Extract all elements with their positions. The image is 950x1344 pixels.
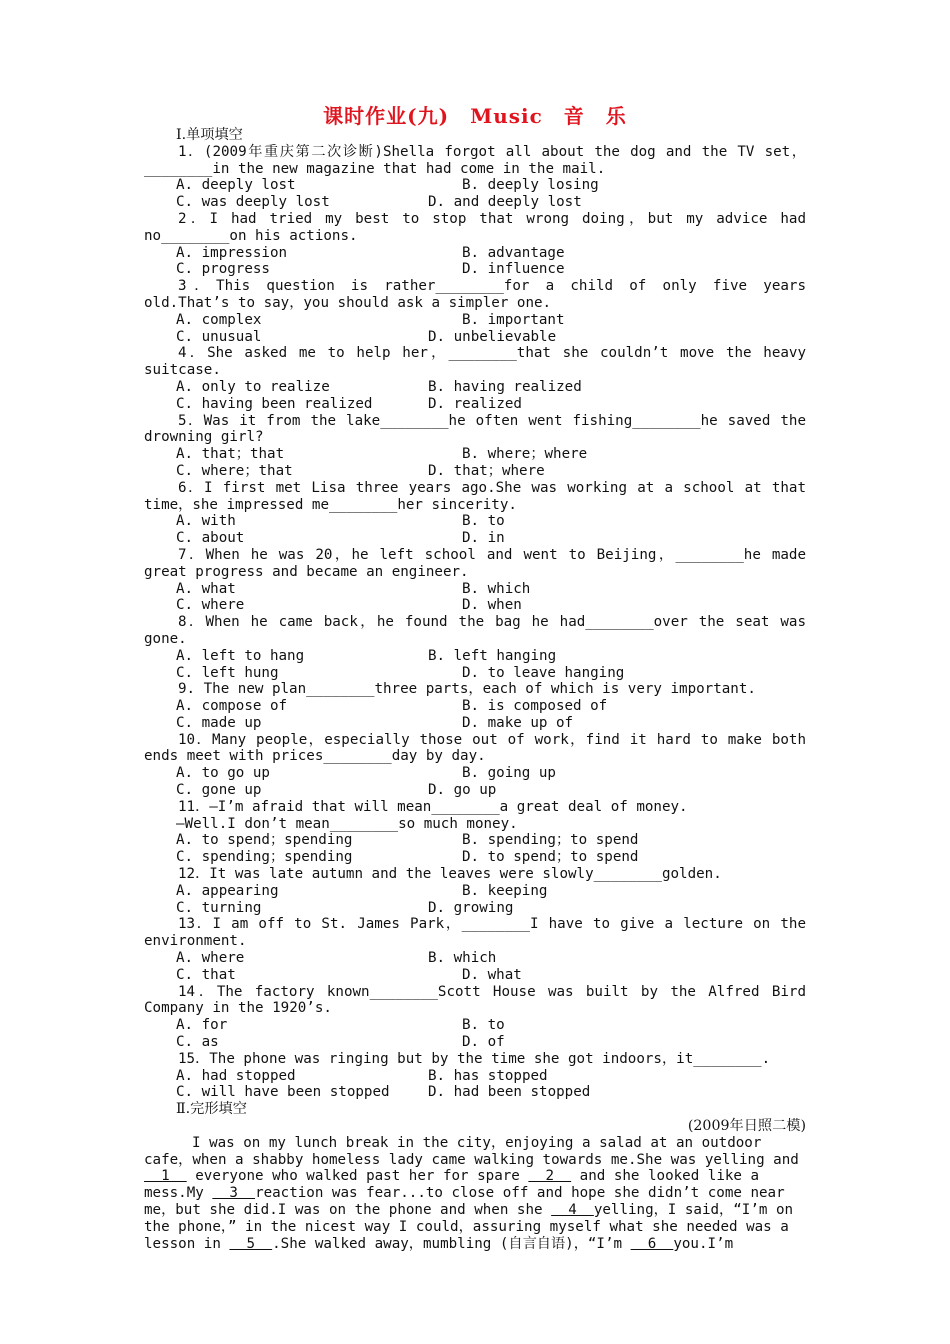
option-row: [144, 1084, 806, 1101]
answer-option[interactable]: B. which: [428, 950, 497, 967]
option-row: [144, 530, 806, 547]
option-row: [144, 715, 806, 732]
passage-text: .She walked away，mumbling (自言自语)，“I’m: [272, 1235, 631, 1252]
answer-option[interactable]: C. left hung: [176, 664, 279, 681]
answer-option[interactable]: B. advantage: [462, 244, 565, 261]
answer-option[interactable]: C. where: [176, 597, 245, 614]
passage-text: the phone，” in the nicest way I could，assuring myself what she needed was a: [144, 1218, 789, 1235]
answer-option[interactable]: A. where: [176, 950, 245, 967]
cloze-line: [144, 1219, 806, 1236]
question-stem: 10．Many people，especially those out of work，find it hard to make both ends meet with prices________day by day.: [144, 731, 806, 765]
answer-option[interactable]: A. with: [176, 513, 236, 530]
cloze-blank[interactable]: 1: [144, 1168, 187, 1185]
page-title: 课时作业(九) Music 音 乐: [323, 104, 627, 128]
answer-option[interactable]: D. of: [462, 1034, 505, 1051]
answer-option[interactable]: B. has stopped: [428, 1067, 548, 1084]
cloze-line: [144, 1135, 806, 1152]
answer-option[interactable]: B. left hanging: [428, 647, 557, 664]
question-stem: 6．I first met Lisa three years ago.She was working at a school at that time，she impressed me________her sincerity.: [144, 479, 806, 513]
option-row: [144, 950, 806, 967]
option-row: [144, 698, 806, 715]
question-item: [144, 799, 806, 866]
answer-option[interactable]: D. unbelievable: [428, 328, 557, 345]
option-row: [144, 261, 806, 278]
question-stem-reply: —Well.I don’t mean________so much money.: [176, 815, 518, 832]
passage-text: me，but she did.I was on the phone and when she: [144, 1202, 552, 1218]
answer-option[interactable]: C. unusual: [176, 328, 262, 345]
question-stem: 15．The phone was ringing but by the time she got indoors，it________.: [178, 1050, 771, 1067]
passage-text: you.I’m: [673, 1235, 734, 1252]
answer-option[interactable]: D. and deeply lost: [428, 194, 582, 211]
question-item: [144, 916, 806, 983]
answer-option[interactable]: C. was deeply lost: [176, 194, 330, 211]
answer-option[interactable]: A. appearing: [176, 882, 279, 899]
option-row: [144, 463, 806, 480]
question-item: [144, 984, 806, 1051]
option-row: [144, 312, 806, 329]
passage-text: lesson in: [144, 1235, 230, 1252]
option-row: [144, 245, 806, 262]
question-item: [144, 866, 806, 916]
question-stem: 11．—I’m afraid that will mean________a great deal of money.: [178, 798, 688, 815]
answer-option[interactable]: D. go up: [428, 782, 497, 799]
answer-option[interactable]: B. going up: [462, 765, 556, 782]
answer-option[interactable]: B. is composed of: [462, 698, 608, 715]
question-item: [144, 413, 806, 480]
cloze-blank[interactable]: 4: [551, 1202, 594, 1218]
answer-option[interactable]: D. to leave hanging: [462, 664, 625, 681]
cloze-line: [144, 1202, 806, 1219]
option-row: [144, 581, 806, 598]
cloze-blank[interactable]: 6: [630, 1235, 674, 1252]
question-item: [144, 1051, 806, 1101]
answer-option[interactable]: A. left to hang: [176, 647, 305, 664]
cloze-line: [144, 1236, 806, 1253]
answer-option[interactable]: B. deeply losing: [462, 177, 599, 194]
answer-option[interactable]: A. compose of: [176, 698, 288, 715]
option-row: [144, 765, 806, 782]
option-row: [144, 883, 806, 900]
answer-option[interactable]: C. as: [176, 1034, 219, 1051]
question-item: [144, 345, 806, 412]
option-row: [144, 782, 806, 799]
question-item: [144, 732, 806, 799]
question-stem: 3．This question is rather________for a child of only five years old.That’s to say，you should ask a simpler one.: [144, 278, 806, 311]
cloze-blank[interactable]: 3: [212, 1185, 256, 1202]
passage-text: reaction was fear...to close off and hope she didn’t come near: [255, 1185, 785, 1202]
answer-option[interactable]: D. make up of: [462, 714, 574, 731]
answer-option[interactable]: D. in: [462, 530, 505, 547]
option-row: [144, 379, 806, 396]
answer-option[interactable]: B. important: [462, 311, 565, 328]
option-row: [144, 849, 806, 866]
answer-option[interactable]: C. that: [176, 966, 236, 983]
answer-option[interactable]: A. that；that: [176, 446, 285, 463]
answer-option[interactable]: C. made up: [176, 714, 262, 731]
question-item: [144, 278, 806, 345]
answer-option[interactable]: C. will have been stopped: [176, 1084, 390, 1101]
passage-text: I was on my lunch break in the city，enjoying a salad at an outdoor: [192, 1134, 762, 1151]
answer-option[interactable]: D. realized: [428, 395, 522, 412]
passage-text: mess.My: [144, 1185, 213, 1202]
question-item: [144, 681, 806, 731]
question-list: [144, 144, 806, 1101]
cloze-line: [144, 1185, 806, 1202]
answer-option[interactable]: D. that；where: [428, 462, 545, 479]
answer-option[interactable]: A. to spend；spending: [176, 832, 353, 849]
question-item: [144, 211, 806, 278]
section-heading-cloze: Ⅱ.完形填空: [176, 1101, 247, 1118]
question-stem: 1．(2009年重庆第二次诊断)Shella forgot all about the dog and the TV set，________in the new magazine that had come in the mail.: [144, 143, 806, 177]
passage-text: cafe，when a shabby homeless lady came walking towards me.She was yelling and: [144, 1151, 799, 1168]
answer-option[interactable]: A. only to realize: [176, 378, 330, 395]
option-row: [144, 597, 806, 614]
question-stem: 14．The factory known________Scott House was built by the Alfred Bird Company in the 1920’s.: [144, 983, 806, 1017]
answer-option[interactable]: D. what: [462, 966, 522, 983]
answer-option[interactable]: A. impression: [176, 244, 288, 261]
option-row: [144, 396, 806, 413]
cloze-blank[interactable]: 2: [528, 1168, 572, 1185]
answer-option[interactable]: B. spending；to spend: [462, 832, 639, 849]
option-row: [144, 967, 806, 984]
cloze-passage: [144, 1135, 806, 1253]
answer-option[interactable]: D. to spend；to spend: [462, 849, 639, 866]
cloze-line: [144, 1168, 806, 1185]
answer-option[interactable]: B. which: [462, 580, 531, 597]
question-stem: 13．I am off to St. James Park，________I have to give a lecture on the environment.: [144, 916, 806, 950]
answer-option[interactable]: A. complex: [176, 311, 262, 328]
passage-text: yelling，I said，“I’m on: [593, 1202, 794, 1218]
cloze-source: (2009年日照二模): [687, 1118, 806, 1135]
option-row: [144, 177, 806, 194]
answer-option[interactable]: C. having been realized: [176, 395, 373, 412]
answer-option[interactable]: C. turning: [176, 899, 262, 916]
answer-option[interactable]: A. to go up: [176, 765, 270, 782]
question-stem: 2．I had tried my best to stop that wrong doing，but my advice had no________on his actions.: [144, 210, 806, 244]
answer-option[interactable]: D. growing: [428, 899, 514, 916]
answer-option[interactable]: A. deeply lost: [176, 177, 296, 194]
option-row: [144, 1017, 806, 1034]
question-stem: 7．When he was 20，he left school and went to Beijing，________he made great progress and became an engineer.: [144, 546, 806, 580]
question-stem: 9. The new plan________three parts，each of which is very important.: [178, 681, 756, 698]
answer-option[interactable]: B. to: [462, 513, 505, 530]
option-row: [144, 665, 806, 682]
question-item: [144, 480, 806, 547]
option-row: [144, 900, 806, 917]
option-row: [144, 1034, 806, 1051]
cloze-line: [144, 1152, 806, 1169]
answer-option[interactable]: B. where；where: [462, 446, 588, 463]
answer-option[interactable]: A. had stopped: [176, 1067, 296, 1084]
option-row: [144, 446, 806, 463]
question-item: [144, 547, 806, 614]
option-row: [144, 832, 806, 849]
option-row: [144, 513, 806, 530]
answer-option[interactable]: C. spending；spending: [176, 849, 353, 866]
section-heading-single-choice: Ⅰ.单项填空: [176, 127, 243, 143]
answer-option[interactable]: C. where；that: [176, 462, 293, 479]
question-stem: 4．She asked me to help her，________that she couldn’t move the heavy suitcase.: [144, 345, 806, 379]
option-row: [144, 1068, 806, 1085]
answer-option[interactable]: B. to: [462, 1017, 505, 1034]
answer-option[interactable]: C. progress: [176, 261, 270, 278]
question-item: [144, 144, 806, 211]
answer-option[interactable]: A. what: [176, 580, 236, 597]
answer-option[interactable]: B. keeping: [462, 882, 548, 899]
option-row: [144, 648, 806, 665]
question-stem: 12．It was late autumn and the leaves were slowly________golden.: [178, 866, 722, 883]
answer-option[interactable]: D. when: [462, 597, 522, 614]
question-item: [144, 614, 806, 681]
answer-option[interactable]: C. gone up: [176, 782, 262, 799]
answer-option[interactable]: D. had been stopped: [428, 1084, 591, 1101]
passage-text: and she looked like a: [571, 1168, 760, 1185]
option-row: [144, 329, 806, 346]
passage-text: everyone who walked past her for spare: [186, 1168, 529, 1185]
answer-option[interactable]: D. influence: [462, 261, 565, 278]
worksheet-content: [144, 127, 806, 1252]
question-stem: 8．When he came back，he found the bag he had________over the seat was gone.: [144, 614, 806, 647]
answer-option[interactable]: A. for: [176, 1017, 228, 1034]
option-row: [144, 194, 806, 211]
cloze-blank[interactable]: 5: [229, 1235, 273, 1252]
question-stem: 5．Was it from the lake________he often went fishing________he saved the drowning girl?: [144, 412, 806, 446]
answer-option[interactable]: B. having realized: [428, 378, 582, 395]
answer-option[interactable]: C. about: [176, 530, 245, 547]
